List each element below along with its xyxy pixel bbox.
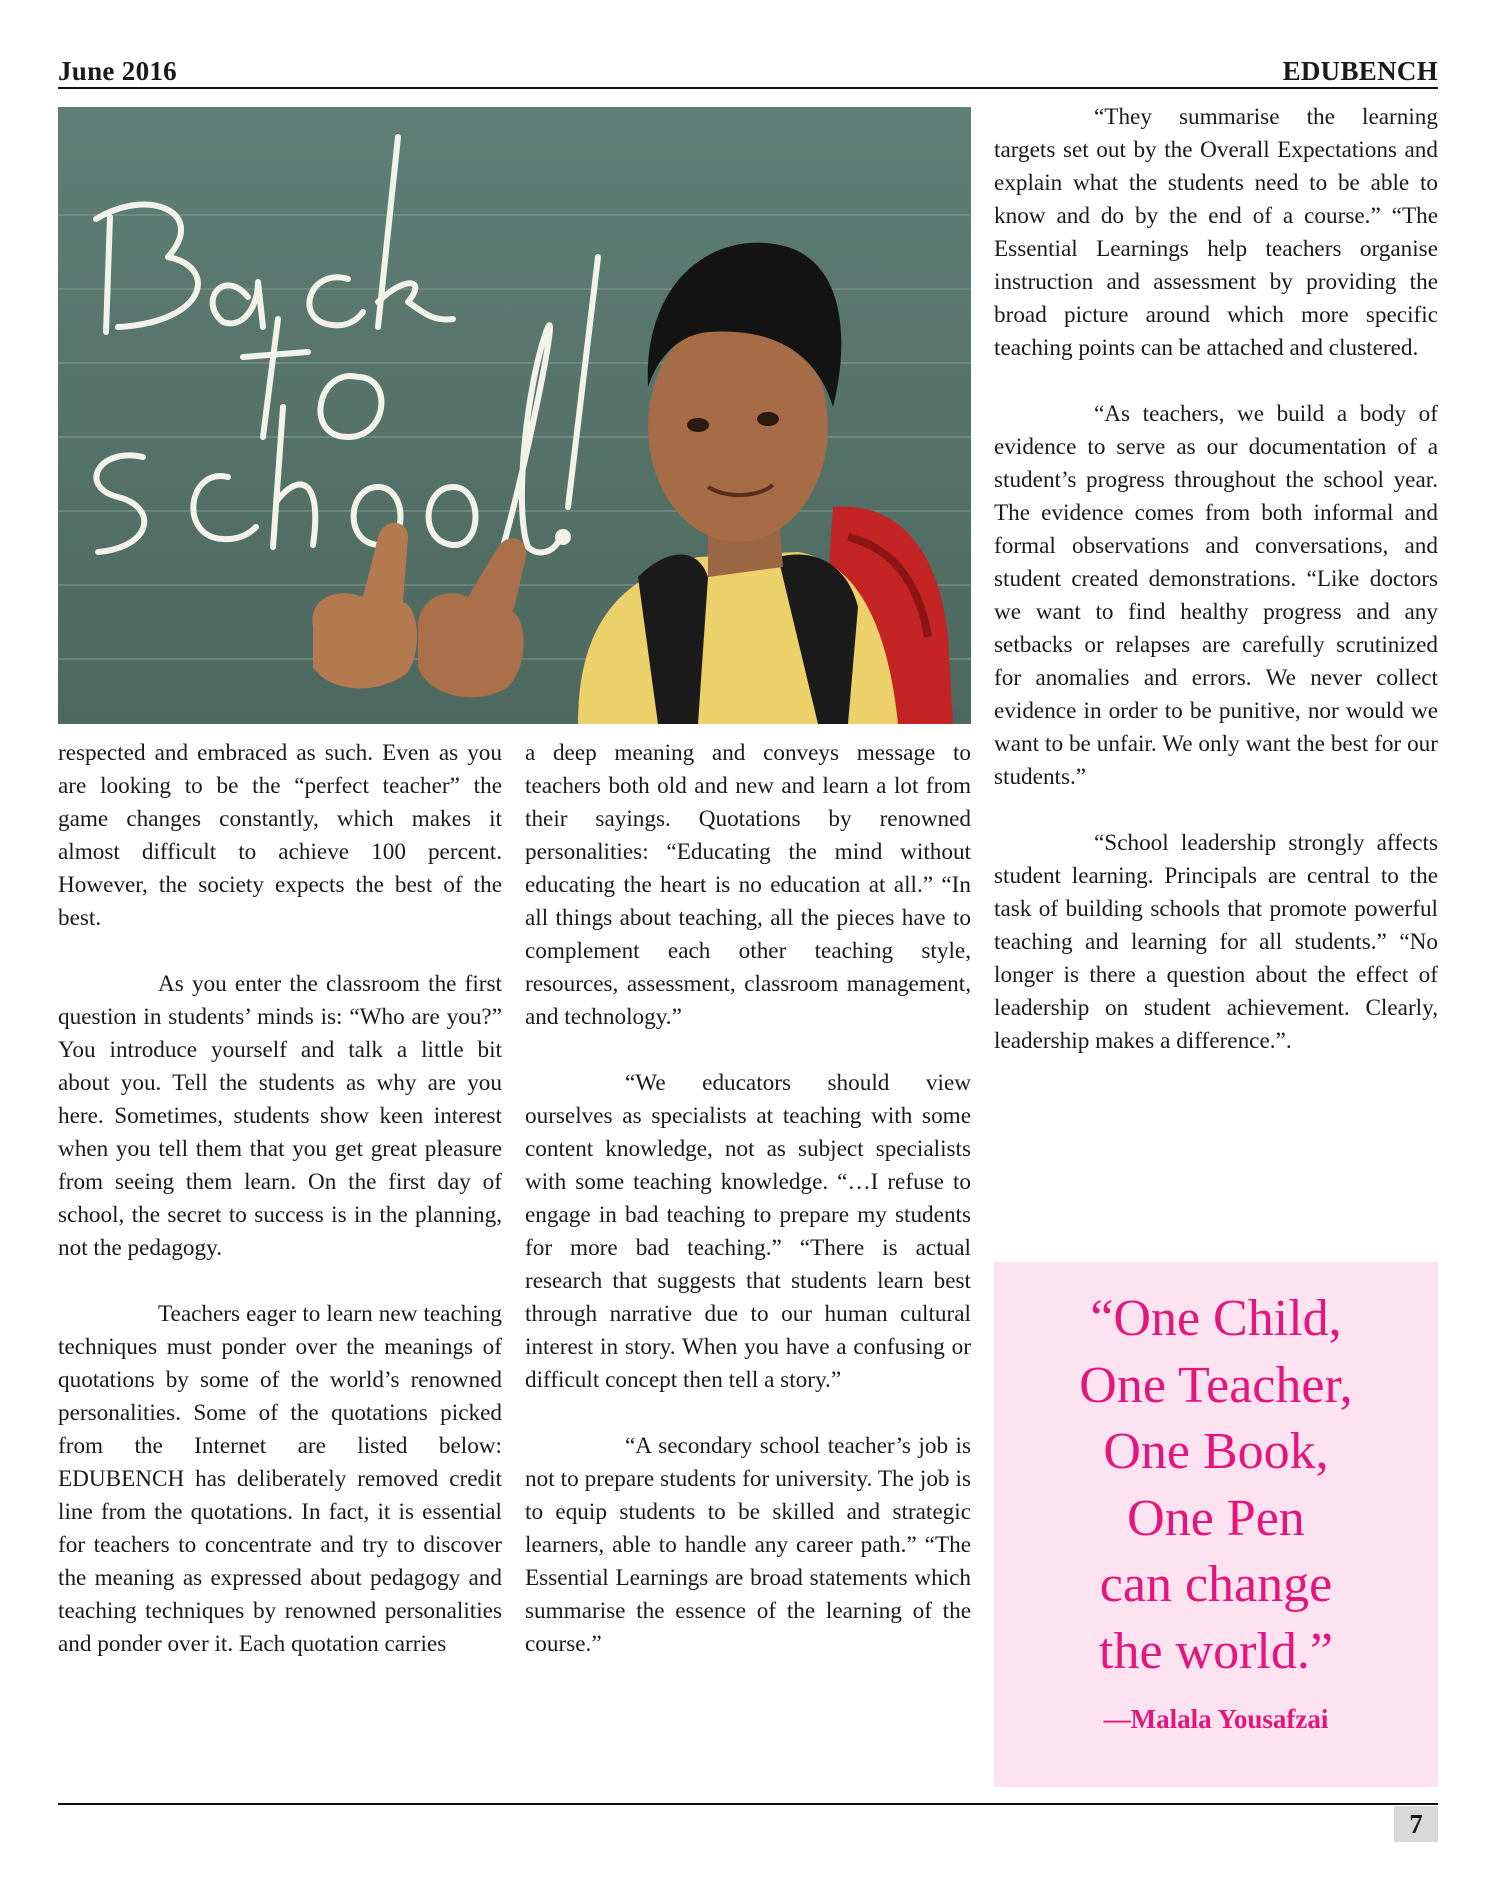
pull-quote-line: One Teacher, [1079, 1356, 1353, 1414]
article-column-right [994, 101, 1438, 1058]
chalk-writing [96, 137, 598, 552]
pull-quote-text [994, 1286, 1438, 1685]
paragraph: “As teachers, we build a body of evidence to serve as our documentation of a student’s progress throughout the school year. The evidence comes from both informal and formal observations and conversations, and student created demonstrations. “Like doctors we want to find healthy progress and any setbacks or relapses are carefully scrutinized for anomalies and errors. We never collect evidence in order to be punitive, nor would we want to be unfair. We only want the best for our students.” [994, 401, 1438, 790]
paragraph: “A secondary school teacher’s job is not to prepare students for university. The job is to equip students to be skilled and strategic learners, able to handle any career path.” “The Essential Learnings are broad statements which summarise the essence of the learning of the course.” [525, 1433, 971, 1657]
pull-quote-line: can change [1099, 1556, 1333, 1613]
header-rule [58, 87, 1438, 89]
paragraph: As you enter the classroom the first question in students’ minds is: “Who are you?” You introduce yourself and talk a little bit about you. Tell the students as why are you here. Sometimes, students show keen interest when you tell them that you get great pleasure from seeing them learn. On the first day of school, the secret to success is in the planning, not the pedagogy. [58, 971, 502, 1261]
paragraph: Teachers eager to learn new teaching techniques must ponder over the meanings of quotations by some of the world’s renowned personalities. Some of the quotations picked from the Internet are listed below: EDUBENCH has deliberately removed credit line from the quotations. In fact, it is essential for teachers to concentrate and try to discover the meaning as expressed about pedagogy and teaching techniques by renowned personalities and ponder over it. Each quotation carries [58, 1301, 502, 1657]
pull-quote-line: One Book, [1103, 1423, 1329, 1480]
page-number: 7 [1394, 1806, 1438, 1842]
pull-quote-line: the world.” [1099, 1622, 1333, 1680]
publication-name: EDUBENCH [1282, 56, 1438, 86]
pull-quote-line: “One Child, [1090, 1290, 1342, 1347]
article-column-left [58, 737, 502, 1661]
pull-quote-line: One Pen [1127, 1489, 1305, 1547]
pull-quote-box [994, 1262, 1438, 1787]
back-to-school-photo [58, 107, 971, 724]
article-column-middle [525, 737, 971, 1661]
paragraph: “We educators should view ourselves as specialists at teaching with some content knowledge, not as subject specialists with some teaching knowledge. “…I refuse to engage in bad teaching to prepare my students for more bad teaching.” “There is actual research that suggests that students learn best through narrative due to our human cultural interest in story. When you have a confusing or difficult concept then tell a story.” [525, 1070, 971, 1393]
paragraph: a deep meaning and conveys message to teachers both old and new and learn a lot from their sayings. Quotations by renowned personalities: “Educating the mind without educating the heart is no education at all.” “In all things about teaching, all the pieces have to complement each other teaching style, resources, assessment, classroom management, and technology.” [525, 740, 971, 1030]
paragraph: respected and embraced as such. Even as you are looking to be the “perfect teacher” the game changes constantly, which makes it almost difficult to achieve 100 percent. However, the society expects the best of the best. [58, 740, 502, 931]
footer-rule [58, 1803, 1438, 1805]
paragraph: “School leadership strongly affects student learning. Principals are central to the task of building schools that promote powerful teaching and learning for all students.” “No longer is there a question about the effect of leadership on student achievement. Clearly, leadership makes a difference.”. [994, 830, 1438, 1054]
pull-quote-author: —Malala Yousafzai [1103, 1704, 1329, 1734]
chalkboard-illustration [58, 107, 971, 724]
paragraph: “They summarise the learning targets set out by the Overall Expectations and explain what the students need to be able to know and do by the end of a course.” “The Essential Learnings help teachers organise instruction and assessment by providing the broad picture around which more specific teaching points can be attached and clustered. [994, 104, 1438, 361]
issue-date: June 2016 [58, 56, 177, 86]
